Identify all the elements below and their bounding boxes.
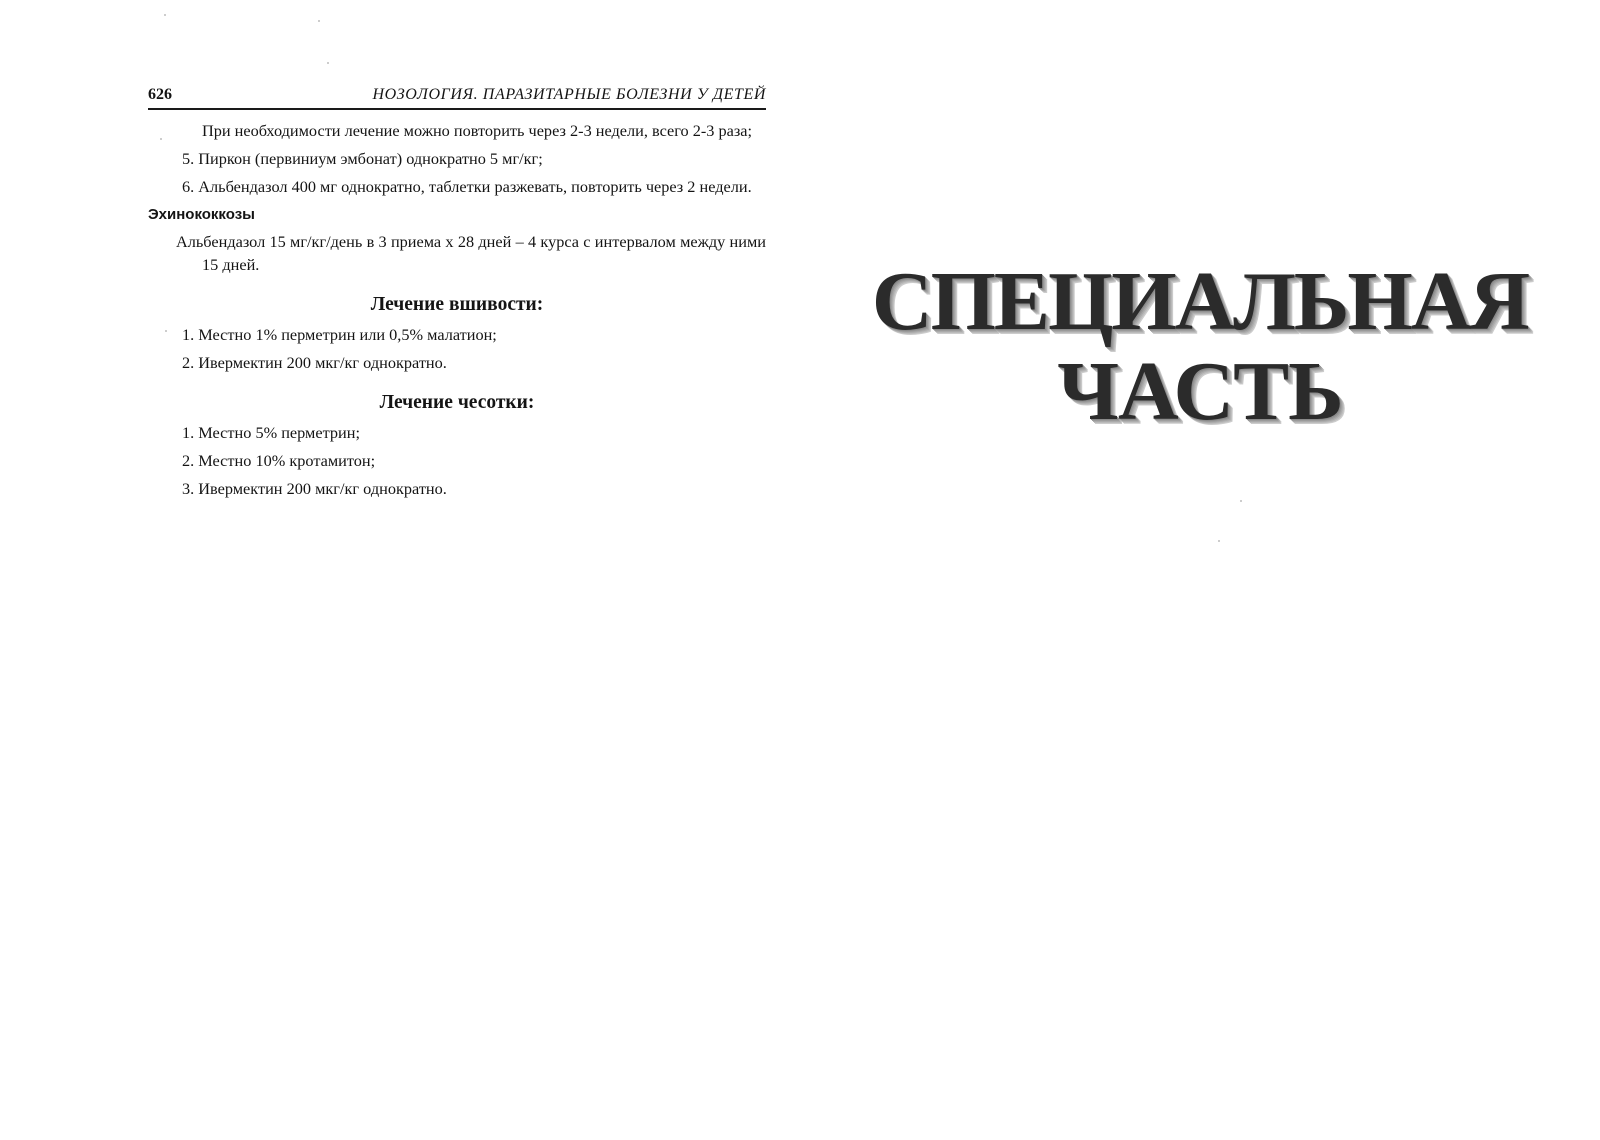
scan-speck xyxy=(327,62,329,64)
part-title xyxy=(820,255,1580,438)
lice-treatment-title: Лечение вшивости: xyxy=(370,294,544,315)
scan-speck xyxy=(1218,540,1220,542)
echinococcosis-text: Альбендазол 15 мг/кг/день в 3 приема x 28 дней – 4 курса с интервалом между ними 15 дней. xyxy=(176,232,766,274)
list-item: 1. Местно 5% перметрин; xyxy=(182,423,360,442)
list-item: 1. Местно 1% перметрин или 0,5% малатион; xyxy=(182,325,497,344)
running-title: НОЗОЛОГИЯ. ПАРАЗИТАРНЫЕ БОЛЕЗНИ У ДЕТЕЙ xyxy=(372,86,766,103)
treatment-list-continued xyxy=(148,147,766,198)
scabies-treatment-title: Лечение чесотки: xyxy=(379,392,535,413)
part-title-line-1: СПЕЦИАЛЬНАЯ xyxy=(871,255,1529,348)
part-title-line-2: ЧАСТЬ xyxy=(1057,345,1343,438)
left-page xyxy=(148,84,766,500)
scan-speck xyxy=(160,138,162,140)
scan-speck xyxy=(165,330,167,332)
scabies-treatment-list xyxy=(148,421,766,500)
list-item: 2. Местно 10% кротамитон; xyxy=(182,451,376,470)
list-item: 6. Альбендазол 400 мг однократно, таблетки разжевать, повторить через 2 недели. xyxy=(182,177,752,196)
right-page xyxy=(820,255,1580,438)
list-item: 2. Ивермектин 200 мкг/кг однократно. xyxy=(182,353,447,372)
list-item: 3. Ивермектин 200 мкг/кг однократно. xyxy=(182,479,447,498)
scan-speck xyxy=(1240,500,1242,502)
list-item: 5. Пиркон (первиниум эмбонат) однократно 5 мг/кг; xyxy=(182,149,543,168)
section-heading-echinococcosis: Эхинококкозы xyxy=(148,206,255,223)
continuation-paragraph: При необходимости лечение можно повторить через 2-3 недели, всего 2-3 раза; xyxy=(202,121,753,140)
page-body xyxy=(148,119,766,500)
page-number: 626 xyxy=(148,86,172,103)
running-head xyxy=(148,84,766,110)
scan-speck xyxy=(164,14,166,16)
scan-speck xyxy=(318,20,320,22)
lice-treatment-list xyxy=(148,323,766,374)
